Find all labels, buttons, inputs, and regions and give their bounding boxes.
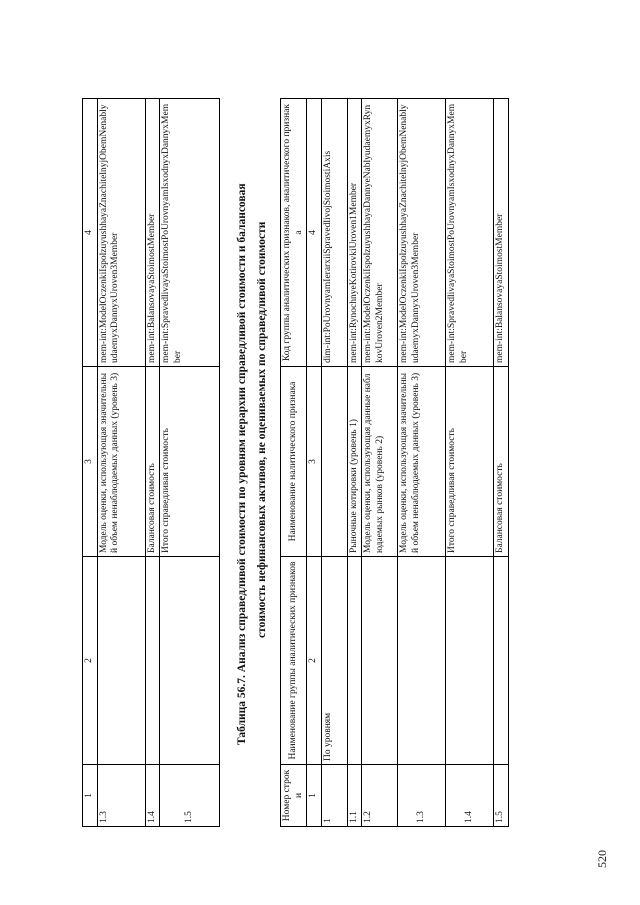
row-name: Рыночные котировки (уровень 1) <box>347 367 362 557</box>
col-number: 2 <box>83 557 98 765</box>
row-name: Итого справедливая стоимость <box>446 367 494 557</box>
table-row <box>160 99 220 827</box>
main-table-number-row <box>307 99 322 827</box>
top-table-number-row <box>83 99 98 827</box>
row-name: Балансовая стоимость <box>494 367 509 557</box>
row-number: 1.3 <box>398 765 446 827</box>
row-group <box>446 557 494 765</box>
header-item-name: Наименование налитического признака <box>281 367 307 557</box>
row-number: 1.5 <box>160 765 220 827</box>
row-group <box>145 557 160 765</box>
top-table <box>82 98 220 827</box>
row-code: mem-int:SpravedlivayaStoimostPoUrovnyamIsxodnyxDannyxMember <box>446 99 494 367</box>
table-row <box>145 99 160 827</box>
row-code: dim-int:PoUrovnyamIerarxiiSpravedlivojStoimostiAxis <box>321 99 347 367</box>
row-number: 1 <box>321 765 347 827</box>
main-table <box>280 98 509 827</box>
col-number: 1 <box>83 765 98 827</box>
table-row <box>494 99 509 827</box>
table-row <box>398 99 446 827</box>
row-name <box>321 367 347 557</box>
row-group <box>362 557 398 765</box>
row-code: mem-int:RynochnyeKotirovkiUroven1Member <box>347 99 362 367</box>
row-number: 1.2 <box>362 765 398 827</box>
row-group <box>494 557 509 765</box>
row-number: 1.3 <box>97 765 145 827</box>
row-number: 1.4 <box>446 765 494 827</box>
col-number: 1 <box>307 765 322 827</box>
header-group-name: Наименование группы аналитических признаков <box>281 557 307 765</box>
row-group <box>97 557 145 765</box>
table-row <box>321 99 347 827</box>
row-group <box>160 557 220 765</box>
row-code: mem-int:ModelOczenkiIspolzuyushhayaZnachitelnyjObemNenablyudaemyxDannyxUroven3Member <box>97 99 145 367</box>
col-number: 3 <box>307 367 322 557</box>
row-code: mem-int:BalansovayaStoimostMember <box>494 99 509 367</box>
table-row <box>446 99 494 827</box>
row-group <box>347 557 362 765</box>
header-row-number: Номер строки <box>281 765 307 827</box>
header-code: Код группы аналитических признаков, аналитического признака <box>281 99 307 367</box>
col-number: 4 <box>307 99 322 367</box>
row-name: Балансовая стоимость <box>145 367 160 557</box>
row-number: 1.4 <box>145 765 160 827</box>
col-number: 2 <box>307 557 322 765</box>
table-caption-line1: Таблица 56.7. Анализ справедливой стоимости по уровням иерархии справедливой стоимости и балансовая <box>236 183 248 745</box>
row-name: Модель оценки, использующая данные наблюдаемых рынков (уровень 2) <box>362 367 398 557</box>
main-table-header <box>281 99 307 827</box>
row-name: Итого справедливая стоимость <box>160 367 220 557</box>
row-name: Модель оценки, использующая значительный объем ненаблюдаемых данных (уровень 3) <box>97 367 145 557</box>
row-number: 1.5 <box>494 765 509 827</box>
row-name: Модель оценки, использующая значительный объем ненаблюдаемых данных (уровень 3) <box>398 367 446 557</box>
table-row <box>362 99 398 827</box>
row-code: mem-int:SpravedlivayaStoimostPoUrovnyamIsxodnyxDannyxMember <box>160 99 220 367</box>
row-code: mem-int:BalansovayaStoimostMember <box>145 99 160 367</box>
row-group: По уровням <box>321 557 347 765</box>
table-row <box>347 99 362 827</box>
table-caption-line2: стоимость нефинансовых активов, не оцениваемых по справедливой стоимости <box>256 221 268 638</box>
table-row <box>97 99 145 827</box>
row-group <box>398 557 446 765</box>
page-number: 520 <box>595 850 609 868</box>
col-number: 4 <box>83 99 98 367</box>
row-code: mem-int:ModelOczenkiIspolzuyushhayaZnachitelnyjObemNenablyudaemyxDannyxUroven3Member <box>398 99 446 367</box>
row-code: mem-int:ModelOczenkiIspolzuyushhayaDannyeNablyudaemyxRynkovUroven2Member <box>362 99 398 367</box>
row-number: 1.1 <box>347 765 362 827</box>
col-number: 3 <box>83 367 98 557</box>
